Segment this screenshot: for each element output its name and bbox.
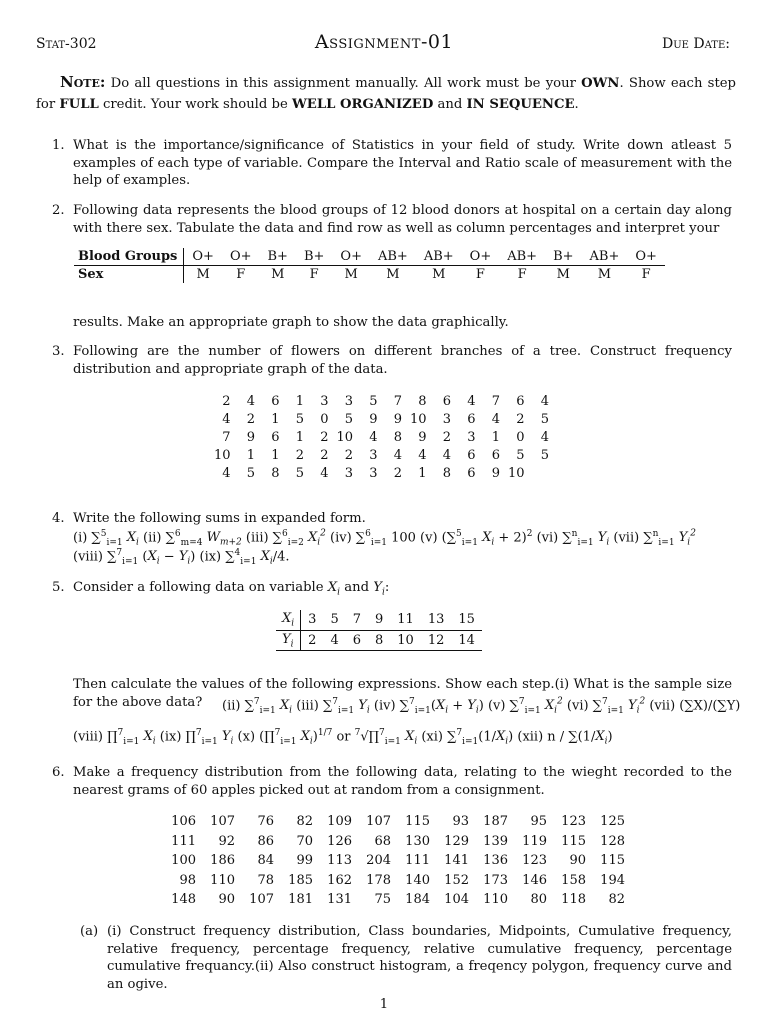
table-row [206, 447, 549, 465]
table-cell: 140 [405, 872, 430, 888]
row-label: Sex [74, 266, 184, 284]
question-6 [52, 764, 732, 799]
question-6a [80, 923, 732, 993]
question-2-after [52, 314, 732, 332]
table-cell: 7 [393, 394, 402, 409]
table-cell: 4 [369, 430, 378, 445]
expr-line-1: (ii) ∑$^7_{i=1}$ $X_i$ (iii) ∑$^7_{i=1}$ $Y_i$ (iv) $\sum^7_{i=1}(X_i + Y_i)$ (v) ∑$^7_{i=1}$ $X_i^2$ (vi) ∑$^7_{i=1}$ $Y_i^2$ (vii) (∑X)/(∑Y) [222, 697, 741, 716]
table-cell: 82 [296, 814, 313, 829]
table-cell: 5 [540, 412, 549, 427]
table-cell: 75 [374, 892, 391, 907]
table-cell: 5 [369, 394, 378, 409]
blood-group-cell: B+ [303, 249, 325, 264]
table-cell: 4 [246, 394, 255, 409]
table-cell: 86 [257, 833, 274, 849]
table-cell: 6 [516, 394, 525, 409]
table-cell: 186 [210, 853, 235, 868]
sex-cell: M [196, 267, 210, 282]
table-cell: 80 [530, 892, 547, 907]
table-cell: 84 [257, 853, 274, 868]
blood-group-cell: O+ [469, 249, 492, 264]
table-cell: 6 [271, 394, 280, 409]
note-well: WELL ORGANIZED [292, 97, 434, 112]
table-cell: 123 [561, 814, 586, 829]
sex-cell: M [271, 267, 285, 282]
table-cell: 82 [608, 892, 625, 907]
table-row [206, 429, 549, 447]
table-row [158, 812, 626, 832]
question-text: Following data represents the blood groups of 12 blood donors at hospital on a certain day along with there sex. Tabulate the data and find row as well as column percentages and interpret your [73, 203, 732, 236]
table-cell: 2 [442, 430, 451, 445]
table-cell: 2 [393, 466, 402, 481]
question-text: Make a frequency distribution from the following data, relating to the wieght recorded to the nearest grams of 60 apples picked out at random from a consignment. [73, 765, 732, 798]
table-cell: 6 [467, 412, 476, 427]
x-cell: 9 [375, 612, 384, 628]
table-cell: 7 [491, 394, 500, 409]
table-cell: 8 [418, 394, 427, 409]
table-cell: 109 [327, 814, 352, 829]
blood-groups-row [74, 248, 665, 266]
table-cell: 111 [171, 833, 196, 849]
question-5: 5. Consider a following data on variable $X_i$ and $Y_i$: [52, 580, 390, 598]
table-cell: 4 [222, 412, 231, 427]
table-cell: 184 [405, 892, 430, 907]
blood-group-cell: B+ [553, 249, 574, 264]
table-cell: 5 [344, 412, 353, 427]
table-cell: 78 [257, 872, 274, 888]
page-number: 1 [379, 997, 389, 1012]
table-cell: 5 [540, 448, 549, 463]
x-cell: 5 [330, 612, 339, 628]
table-cell: 115 [405, 814, 430, 829]
question-1 [52, 137, 732, 190]
blood-group-cell: O+ [192, 249, 214, 264]
table-cell: 1 [271, 412, 280, 427]
y-cell: 2 [308, 632, 317, 648]
table-cell: 181 [288, 892, 313, 907]
table-cell: 10 [213, 448, 231, 463]
table-cell: 6 [442, 394, 451, 409]
note-text: and [437, 97, 463, 112]
apples-table-wrap [158, 812, 626, 910]
question-number: 4. [52, 511, 65, 526]
table-cell: 70 [296, 833, 313, 849]
question-number: 3. [52, 344, 65, 359]
sex-row [74, 266, 665, 284]
table-cell: 111 [405, 853, 430, 868]
table-cell: 146 [522, 872, 547, 888]
x-label: $X_i$ [276, 610, 301, 630]
y-cell: 4 [330, 632, 339, 648]
x-cell: 11 [397, 612, 414, 628]
note-text: . Show each step for [36, 76, 736, 112]
table-cell: 131 [327, 892, 352, 907]
table-cell: 3 [442, 412, 451, 427]
question-number: 6. [52, 765, 65, 780]
table-cell: 76 [257, 814, 274, 829]
table-cell: 194 [600, 872, 625, 888]
table-cell: 2 [516, 412, 525, 427]
sex-cell: F [517, 267, 527, 282]
question-3 [52, 343, 732, 378]
table-cell: 125 [600, 814, 625, 829]
question-number: 1. [52, 138, 65, 153]
table-cell [525, 465, 550, 483]
table-cell: 106 [171, 814, 196, 829]
table-cell: 10 [507, 466, 525, 481]
table-cell: 9 [491, 466, 500, 481]
note-label: Note: [60, 73, 106, 91]
table-cell: 2 [295, 448, 304, 463]
y-label: $Y_i$ [276, 630, 301, 651]
table-cell: 158 [561, 872, 586, 888]
table-cell: 3 [320, 394, 329, 409]
table-cell: 104 [444, 892, 469, 907]
table-row [158, 832, 626, 852]
table-cell: 152 [444, 872, 469, 888]
table-cell: 126 [327, 833, 352, 849]
y-cell: 14 [458, 632, 475, 648]
blood-group-cell: B+ [267, 249, 288, 264]
table-cell: 3 [344, 466, 353, 481]
question-2 [52, 202, 732, 237]
question-4 [52, 510, 732, 528]
table-cell: 8 [393, 430, 402, 445]
xy-table [276, 610, 482, 651]
table-cell: 9 [369, 412, 378, 427]
note-text: Do all questions in this assignment manually. All work must be your [110, 76, 576, 91]
table-cell: 4 [540, 394, 549, 409]
table-cell: 129 [444, 833, 469, 849]
sex-cell: F [475, 267, 485, 282]
table-cell: 2 [320, 448, 329, 463]
table-cell: 95 [530, 814, 547, 829]
table-cell: 8 [271, 466, 280, 481]
table-cell: 141 [444, 853, 469, 868]
table-cell: 9 [246, 430, 255, 445]
table-cell: 4 [320, 466, 329, 481]
note-text: credit. Your work should be [102, 97, 288, 112]
note-own: OWN [581, 76, 620, 91]
expr-line-2: (viii) ∏$^7_{i=1}$ $X_i$ (ix) ∏$^7_{i=1}$ $Y_i$ (x) (∏$^7_{i=1}$ $X_i)^{1/7}$ or $^7$√∏$^7_{i=1}$ $X_i$ (xi) $\sum^7_{i=1}(1/X_i)$ (xii) n / $\sum(1/X_i)$ [73, 728, 613, 747]
table-cell: 3 [344, 394, 353, 409]
x-cell: 13 [427, 612, 445, 628]
table-cell: 5 [295, 466, 304, 481]
blood-table [74, 248, 665, 283]
table-cell: 107 [366, 814, 391, 829]
table-cell: 9 [393, 412, 402, 427]
table-cell: 3 [369, 448, 378, 463]
table-cell: 0 [320, 412, 329, 427]
table-cell: 90 [569, 853, 586, 868]
table-cell: 92 [218, 833, 235, 849]
table-cell: 100 [171, 853, 196, 868]
table-cell: 99 [296, 853, 313, 868]
note-seq: IN SEQUENCE [466, 97, 575, 112]
question-number: 5. [52, 580, 65, 595]
question-text: results. Make an appropriate graph to show the data graphically. [73, 315, 509, 330]
sums-line-2: (viii) ∑$^7_{i=1}$ $(X_i - Y_i)$ (ix) ∑$^4_{i=1}$ $X_i/4$. [73, 548, 290, 567]
table-cell: 6 [491, 448, 500, 463]
table-cell: 1 [491, 430, 500, 445]
y-cell: 12 [427, 632, 445, 648]
table-cell: 4 [393, 448, 402, 463]
table-cell: 130 [405, 833, 430, 849]
blood-group-cell: O+ [340, 249, 362, 264]
sums-line-1: (i) ∑$^5_{i=1}$ $X_i$ (ii) ∑$^6_{m=4}$ $W_{m+2}$ (iii) ∑$^6_{i=2}$ $X_i^2$ (iv) ∑$^6_{i=1}$ 100 (v) (∑$^5_{i=1}$ $X_i + 2)^2$ (vi) ∑$^n_{i=1}$ $Y_i$ (vii) ∑$^n_{i=1}$ $Y_i^2$ [73, 529, 696, 548]
table-cell: 5 [295, 412, 304, 427]
table-cell: 136 [483, 853, 508, 868]
table-cell: 1 [295, 430, 304, 445]
blood-group-cell: AB+ [423, 249, 454, 264]
sex-cell: F [236, 267, 246, 282]
table-cell: 123 [522, 853, 547, 868]
due-date: Due Date: [662, 36, 730, 52]
table-cell: 2 [222, 394, 231, 409]
table-cell: 4 [222, 466, 231, 481]
blood-group-cell: AB+ [589, 249, 620, 264]
table-cell: 119 [522, 833, 547, 849]
table-cell: 7 [222, 430, 231, 445]
table-cell: 5 [246, 466, 255, 481]
table-cell: 107 [249, 892, 274, 907]
x-row [276, 610, 482, 630]
y-row [276, 630, 482, 651]
table-cell: 0 [516, 430, 525, 445]
question-text: Following are the number of flowers on different branches of a tree. Construct frequency distribution and appropriate graph of the data. [73, 344, 732, 377]
table-cell: 1 [418, 466, 427, 481]
table-cell: 162 [327, 872, 352, 888]
x-cell: 7 [352, 612, 361, 628]
flowers-table [206, 393, 549, 483]
table-cell: 6 [467, 466, 476, 481]
table-cell: 10 [409, 412, 427, 427]
table-cell: 128 [600, 833, 625, 849]
row-label: Blood Groups [74, 248, 184, 266]
table-cell: 113 [327, 853, 352, 868]
table-cell: 110 [483, 892, 508, 907]
flowers-table-wrap [206, 393, 549, 483]
table-row [158, 871, 626, 891]
table-cell: 115 [600, 853, 625, 868]
table-cell: 4 [491, 412, 500, 427]
table-row [158, 851, 626, 871]
table-cell: 6 [271, 430, 280, 445]
table-cell: 1 [246, 448, 255, 463]
table-cell: 110 [210, 872, 235, 888]
sex-cell: F [641, 267, 651, 282]
table-cell: 178 [366, 872, 391, 888]
blood-group-cell: O+ [229, 249, 252, 264]
table-cell: 148 [171, 892, 196, 907]
note-text: . [574, 97, 579, 112]
table-cell: 93 [452, 814, 469, 829]
x-cell: 15 [458, 612, 475, 628]
table-cell: 204 [366, 853, 391, 868]
table-cell: 90 [218, 892, 235, 907]
table-cell: 2 [344, 448, 353, 463]
table-row [158, 890, 626, 910]
part-label: (a) [80, 924, 99, 939]
question-number: 2. [52, 203, 65, 218]
sex-cell: M [344, 267, 358, 282]
course-code: Stat-302 [36, 36, 97, 52]
table-cell: 115 [561, 833, 586, 849]
table-cell: 68 [374, 833, 391, 849]
blood-group-cell: AB+ [507, 249, 538, 264]
question-text: Then calculate the values of the following expressions. Show each step.(i) What is the sample size for the above data? [73, 677, 732, 710]
sex-cell: M [597, 267, 612, 282]
table-row [206, 411, 549, 429]
y-cell: 10 [397, 632, 414, 648]
table-cell: 2 [320, 430, 329, 445]
table-row [206, 393, 549, 411]
table-cell: 4 [540, 430, 549, 445]
table-cell: 5 [516, 448, 525, 463]
blood-group-cell: O+ [635, 249, 657, 264]
y-cell: 6 [352, 632, 361, 648]
table-cell: 2 [246, 412, 255, 427]
table-cell: 1 [295, 394, 304, 409]
note-paragraph [36, 72, 736, 115]
blood-group-cell: AB+ [377, 249, 408, 264]
question-text: Consider a following data on variable [73, 580, 324, 595]
y-cell: 8 [375, 632, 384, 648]
sex-cell: F [309, 267, 319, 282]
table-cell: 118 [561, 892, 586, 907]
table-cell: 185 [288, 872, 313, 888]
table-cell: 98 [179, 872, 196, 888]
sex-cell: M [556, 267, 570, 282]
table-cell: 4 [418, 448, 427, 463]
table-cell: 3 [369, 466, 378, 481]
table-cell: 4 [442, 448, 451, 463]
sex-cell: M [386, 267, 400, 282]
table-cell: 1 [271, 448, 280, 463]
table-cell: 10 [336, 430, 353, 445]
note-full: FULL [59, 97, 99, 112]
table-row [206, 465, 549, 483]
table-cell: 187 [483, 814, 508, 829]
xy-table-wrap [276, 610, 482, 651]
blood-table-wrap [74, 248, 665, 283]
table-cell: 8 [442, 466, 451, 481]
page-title: Assignment-01 [314, 31, 454, 53]
table-cell: 9 [418, 430, 427, 445]
question-text: What is the importance/significance of Statistics in your field of study. Write down atleast 5 examples of each type of variable. Compare the Interval and Ratio scale of measurement with the help of examples. [73, 138, 732, 188]
x-cell: 3 [308, 612, 317, 628]
sex-cell: M [432, 267, 446, 282]
table-cell: 3 [467, 430, 476, 445]
apples-table [158, 812, 626, 910]
table-cell: 6 [467, 448, 476, 463]
table-cell: 107 [210, 814, 235, 829]
part-text: (i) Construct frequency distribution, Class boundaries, Midpoints, Cumulative frequency, relative frequency, percentage frequency, relative cumulative frequency, percentage cumulative frequancy.(ii) Also construct histogram, a freqency polygon, frequency curve and an ogive. [107, 924, 732, 992]
table-cell: 173 [483, 872, 508, 888]
table-cell: 4 [467, 394, 476, 409]
question-text: Write the following sums in expanded form. [73, 511, 366, 526]
table-cell: 139 [483, 833, 508, 849]
